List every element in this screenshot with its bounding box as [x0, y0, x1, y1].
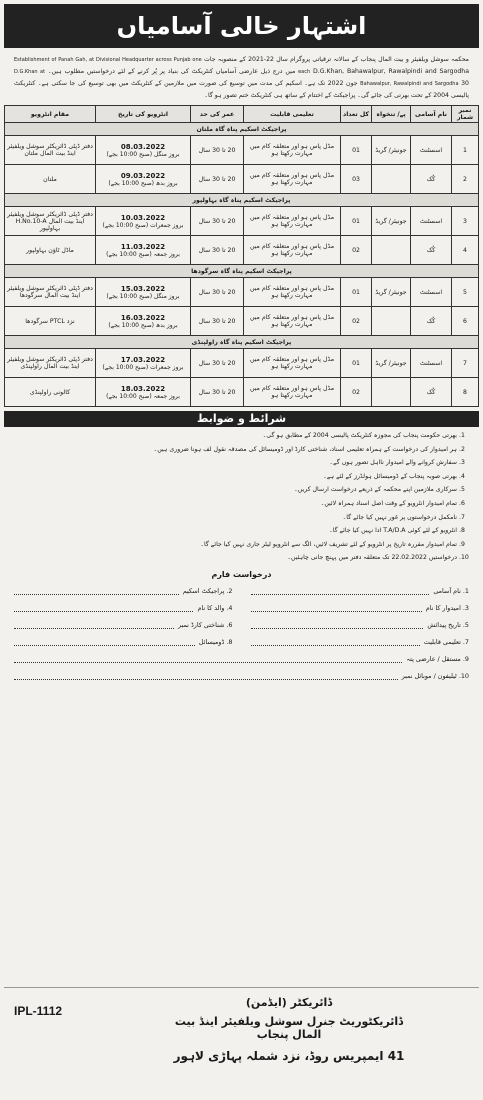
form-field[interactable]: [14, 634, 233, 646]
cell-count: 02: [341, 378, 372, 407]
table-row: [5, 278, 479, 307]
intro-text-2: D.G.Khan, Bahawalpur, Rawalpindi and Sargodha میں درج ذیل عارضی آسامیاں کنٹریکٹ کی بنیاد پر پُر کرنے کے لئے درخواستیں مطلوب ہیں۔: [47, 68, 470, 75]
cell-venue: دفتر ڈپٹی ڈائریکٹر سوشل ویلفیئر اینڈ بیت المال H.No.10-A بہاولپور: [5, 207, 96, 236]
cell-pay: جونیئر/ گریڈ: [372, 207, 411, 236]
section-row: [5, 194, 479, 207]
col-header: نمبر شمار: [452, 106, 479, 123]
interview-date: 08.03.2022: [120, 142, 166, 151]
table-row: [5, 378, 479, 407]
cell-post: کُک: [411, 307, 452, 336]
cell-post: اسسٹنٹ: [411, 136, 452, 165]
cell-post: اسسٹنٹ: [411, 207, 452, 236]
form-field-label: 5. تاریخ پیدائش: [427, 620, 469, 629]
interview-time: بروز بدھ (صبح 10:00 بجے): [108, 321, 178, 329]
form-field-label: 8. ڈومیسائل: [198, 637, 233, 646]
cell-qual: مڈل پاس ہو اور متعلقہ کام میں مہارت رکھتا ہو: [244, 236, 341, 265]
cell-pay: [372, 307, 411, 336]
interview-time: بروز بدھ (صبح 10:00 بجے): [108, 179, 178, 187]
cell-count: 02: [341, 307, 372, 336]
office-name: ڈائریکٹوریٹ جنرل سوشل ویلفیئر اینڈ بیت المال پنجاب: [174, 1015, 404, 1041]
cell-no: 4: [452, 236, 479, 265]
advertisement-page: [4, 4, 479, 1092]
conditions-list: [10, 431, 471, 564]
table-row: [5, 236, 479, 265]
form-field-label: 3. امیدوار کا نام: [425, 603, 469, 612]
interview-time: بروز منگل (صبح 10:00 بجے): [106, 292, 180, 300]
form-field-line: [14, 620, 174, 629]
cell-qual: مڈل پاس ہو اور متعلقہ کام میں مہارت رکھتا ہو: [244, 307, 341, 336]
cell-count: 01: [341, 136, 372, 165]
interview-date: 18.03.2022: [120, 384, 166, 393]
form-field-line: [14, 671, 398, 680]
form-field[interactable]: [251, 634, 470, 646]
col-header: مقام انٹرویو: [5, 106, 96, 123]
cell-interview: [96, 378, 191, 407]
cell-pay: [372, 236, 411, 265]
intro-text-3: 30 جون 2022 تک ہے۔ اسکیم کی مدت میں توسیع کی صورت میں ملازمین کے کنٹریکٹ میں بھی توسیع کی جا سکتی ہے۔ کنٹریکٹ پالیسی 2004 کے تحت بھرتی کی جائے گی۔: [14, 80, 469, 99]
intro-paragraph: [4, 48, 479, 105]
cell-count: 02: [341, 236, 372, 265]
form-field-label: 6. شناختی کارڈ نمبر: [178, 620, 233, 629]
cell-age: 20 تا 30 سال: [191, 236, 244, 265]
col-header: انٹرویو کی تاریخ: [96, 106, 191, 123]
col-header: کل تعداد: [341, 106, 372, 123]
form-field[interactable]: [14, 668, 469, 680]
form-field-line: [251, 620, 424, 629]
cell-venue: دفتر ڈپٹی ڈائریکٹر سوشل ویلفیئر اینڈ بیت المال ملتان: [5, 136, 96, 165]
list-item: 9. تمام امیدوار مقررہ تاریخ پر انٹرویو کے لئے تشریف لائیں، الگ سے انٹرویو لیٹر جاری نہیں کیا جائے گا۔: [10, 540, 457, 551]
cell-count: 01: [341, 207, 372, 236]
form-field-line: [14, 586, 179, 595]
cell-interview: [96, 165, 191, 194]
interview-date: 17.03.2022: [120, 355, 166, 364]
cell-qual: مڈل پاس ہو اور متعلقہ کام میں مہارت رکھتا ہو: [244, 349, 341, 378]
cell-pay: جونیئر/ گریڈ: [372, 278, 411, 307]
table-row: [5, 207, 479, 236]
form-field[interactable]: [251, 600, 470, 612]
cell-post: کُک: [411, 165, 452, 194]
interview-date: 10.03.2022: [120, 213, 166, 222]
list-item: 6. تمام امیدوار انٹرویو کے وقت اصل اسناد ہمراہ لائیں۔: [10, 499, 457, 510]
col-header: پے/ تنخواہ: [372, 106, 411, 123]
cell-post: کُک: [411, 236, 452, 265]
cell-no: 5: [452, 278, 479, 307]
cell-post: اسسٹنٹ: [411, 349, 452, 378]
signature-block: [159, 996, 419, 1063]
interview-date: 16.03.2022: [120, 313, 166, 322]
cell-post: کُک: [411, 378, 452, 407]
table-row: [5, 165, 479, 194]
form-field-label: 7. تعلیمی قابلیت: [423, 637, 469, 646]
form-field[interactable]: [14, 617, 233, 629]
cell-no: 6: [452, 307, 479, 336]
list-item: 3. سفارش کروانے والے امیدوار نااہل تصور ہوں گے۔: [10, 458, 457, 469]
cell-venue: دفتر ڈپٹی ڈائریکٹر سوشل ویلفیئر اینڈ بیت المال سرگودھا: [5, 278, 96, 307]
cell-no: 3: [452, 207, 479, 236]
table-header-row: [5, 106, 479, 123]
cell-interview: [96, 136, 191, 165]
application-form: [4, 583, 479, 680]
interview-time: بروز جمعہ (صبح 10:00 بجے): [106, 392, 180, 400]
cell-age: 20 تا 30 سال: [191, 207, 244, 236]
cell-no: 8: [452, 378, 479, 407]
cell-qual: مڈل پاس ہو اور متعلقہ کام میں مہارت رکھتا ہو: [244, 136, 341, 165]
cell-qual: مڈل پاس ہو اور متعلقہ کام میں مہارت رکھتا ہو: [244, 378, 341, 407]
office-address: 41 ایمپریس روڈ، نزد شملہ پہاڑی لاہور: [173, 1049, 405, 1063]
form-field-line: [251, 586, 430, 595]
col-header: عمر کی حد: [191, 106, 244, 123]
form-field-label: 9. مستقل / عارضی پتہ: [406, 654, 469, 663]
cell-age: 20 تا 30 سال: [191, 378, 244, 407]
form-field-label: 1. نام آسامی: [433, 586, 469, 595]
cell-interview: [96, 349, 191, 378]
cell-venue: کالونی راولپنڈی: [5, 378, 96, 407]
form-field-line: [14, 637, 195, 646]
form-field[interactable]: [14, 583, 233, 595]
cell-count: 01: [341, 349, 372, 378]
intro-text-4: پراجیکٹ کے اختتام کے ساتھ ہی کنٹریکٹ ختم تصور ہو گا۔: [204, 92, 356, 99]
cell-no: 1: [452, 136, 479, 165]
form-field-label: 10. ٹیلیفون / موبائل نمبر: [401, 671, 469, 680]
form-field-line: [14, 603, 193, 612]
form-field-line: [251, 603, 422, 612]
col-header: نام آسامی: [411, 106, 452, 123]
section-heading: پراجیکٹ اسکیم پناہ گاہ ملتان: [5, 123, 479, 136]
posts-table: [4, 105, 479, 407]
cell-count: 01: [341, 278, 372, 307]
cell-age: 20 تا 30 سال: [191, 349, 244, 378]
cell-post: اسسٹنٹ: [411, 278, 452, 307]
cell-no: 7: [452, 349, 479, 378]
cell-no: 2: [452, 165, 479, 194]
interview-date: 11.03.2022: [120, 242, 166, 251]
cell-age: 20 تا 30 سال: [191, 165, 244, 194]
reference-number: IPL-1112: [14, 1004, 63, 1018]
section-heading: پراجیکٹ اسکیم پناہ گاہ راولپنڈی: [5, 336, 479, 349]
interview-date: 15.03.2022: [120, 284, 166, 293]
interview-time: بروز جمعرات (صبح 10:00 بجے): [102, 363, 184, 371]
form-field[interactable]: [14, 600, 233, 612]
intro-english-2: D.G.Khan at Bahawalpur, Rawalpindi and Sargodha: [14, 69, 459, 87]
form-field-label: 4. والد کا نام: [197, 603, 233, 612]
cell-age: 20 تا 30 سال: [191, 307, 244, 336]
col-header: تعلیمی قابلیت: [244, 106, 341, 123]
page-title: اشتہار خالی آسامیاں: [4, 4, 479, 48]
table-row: [5, 349, 479, 378]
list-item: 8. انٹرویو کے لئے کوئی T.A/D.A ادا نہیں کیا جائے گا۔: [10, 526, 457, 537]
form-field[interactable]: [14, 651, 469, 663]
cell-qual: مڈل پاس ہو اور متعلقہ کام میں مہارت رکھتا ہو: [244, 278, 341, 307]
cell-venue: نزد PTCL سرگودھا: [5, 307, 96, 336]
cell-venue: ملتان: [5, 165, 96, 194]
form-field[interactable]: [251, 583, 470, 595]
table-row: [5, 136, 479, 165]
intro-english-1: Establishment of Panah Gah, at Divisional Headquarter across Punjab one each: [14, 57, 311, 75]
cell-interview: [96, 236, 191, 265]
cell-pay: [372, 165, 411, 194]
section-row: [5, 336, 479, 349]
interview-time: بروز جمعرات (صبح 10:00 بجے): [102, 221, 184, 229]
section-heading: پراجیکٹ اسکیم پناہ گاہ بہاولپور: [5, 194, 479, 207]
cell-interview: [96, 207, 191, 236]
interview-time: بروز منگل (صبح 10:00 بجے): [106, 150, 180, 158]
list-item: 10. درخواستیں 22.02.2022 تک متعلقہ دفتر میں پہنچ جانی چاہئیں۔: [10, 553, 457, 564]
form-field-line: [251, 637, 420, 646]
list-item: 1. بھرتی حکومت پنجاب کی مجوزہ کنٹریکٹ پالیسی 2004 کے مطابق ہو گی۔: [10, 431, 457, 442]
table-row: [5, 307, 479, 336]
form-field-label: 2. پراجیکٹ اسکیم: [182, 586, 233, 595]
interview-time: بروز جمعہ (صبح 10:00 بجے): [106, 250, 180, 258]
cell-qual: مڈل پاس ہو اور متعلقہ کام میں مہارت رکھتا ہو: [244, 165, 341, 194]
cell-pay: [372, 378, 411, 407]
form-field-line: [14, 654, 402, 663]
designation: ڈائریکٹر (ایڈمن): [245, 996, 333, 1009]
interview-date: 09.03.2022: [120, 171, 166, 180]
cell-count: 03: [341, 165, 372, 194]
cell-age: 20 تا 30 سال: [191, 278, 244, 307]
section-row: [5, 265, 479, 278]
list-item: 5. سرکاری ملازمین اپنے محکمہ کے ذریعے درخواست ارسال کریں۔: [10, 485, 457, 496]
intro-text-1: محکمہ سوشل ویلفیئر و بیت المال پنجاب کے سالانہ ترقیاتی پروگرام سال 22-2021 کے منصوبہ جات: [204, 56, 469, 63]
footer: [4, 987, 479, 1092]
list-item: 7. نامکمل درخواستوں پر غور نہیں کیا جائے گا۔: [10, 513, 457, 524]
cell-interview: [96, 278, 191, 307]
cell-pay: جونیئر/ گریڈ: [372, 136, 411, 165]
cell-qual: مڈل پاس ہو اور متعلقہ کام میں مہارت رکھتا ہو: [244, 207, 341, 236]
section-row: [5, 123, 479, 136]
cell-interview: [96, 307, 191, 336]
cell-venue: دفتر ڈپٹی ڈائریکٹر سوشل ویلفیئر اینڈ بیت المال راولپنڈی: [5, 349, 96, 378]
list-item: 2. ہر امیدوار کی درخواست کے ہمراہ تعلیمی اسناد، شناختی کارڈ اور ڈومیسائل کی مصدقہ نقول لف ہونا ضروری ہیں۔: [10, 445, 457, 456]
section-heading: پراجیکٹ اسکیم پناہ گاہ سرگودھا: [5, 265, 479, 278]
form-field[interactable]: [251, 617, 470, 629]
list-item: 4. بھرتی صوبہ پنجاب کے ڈومیسائل ہولڈرز کے لئے ہے۔: [10, 472, 457, 483]
cell-age: 20 تا 30 سال: [191, 136, 244, 165]
cell-pay: جونیئر/ گریڈ: [372, 349, 411, 378]
cell-venue: ماڈل ٹاؤن بہاولپور: [5, 236, 96, 265]
conditions-heading: شرائط و ضوابط: [4, 411, 479, 427]
form-heading: درخواست فارم: [211, 569, 272, 579]
